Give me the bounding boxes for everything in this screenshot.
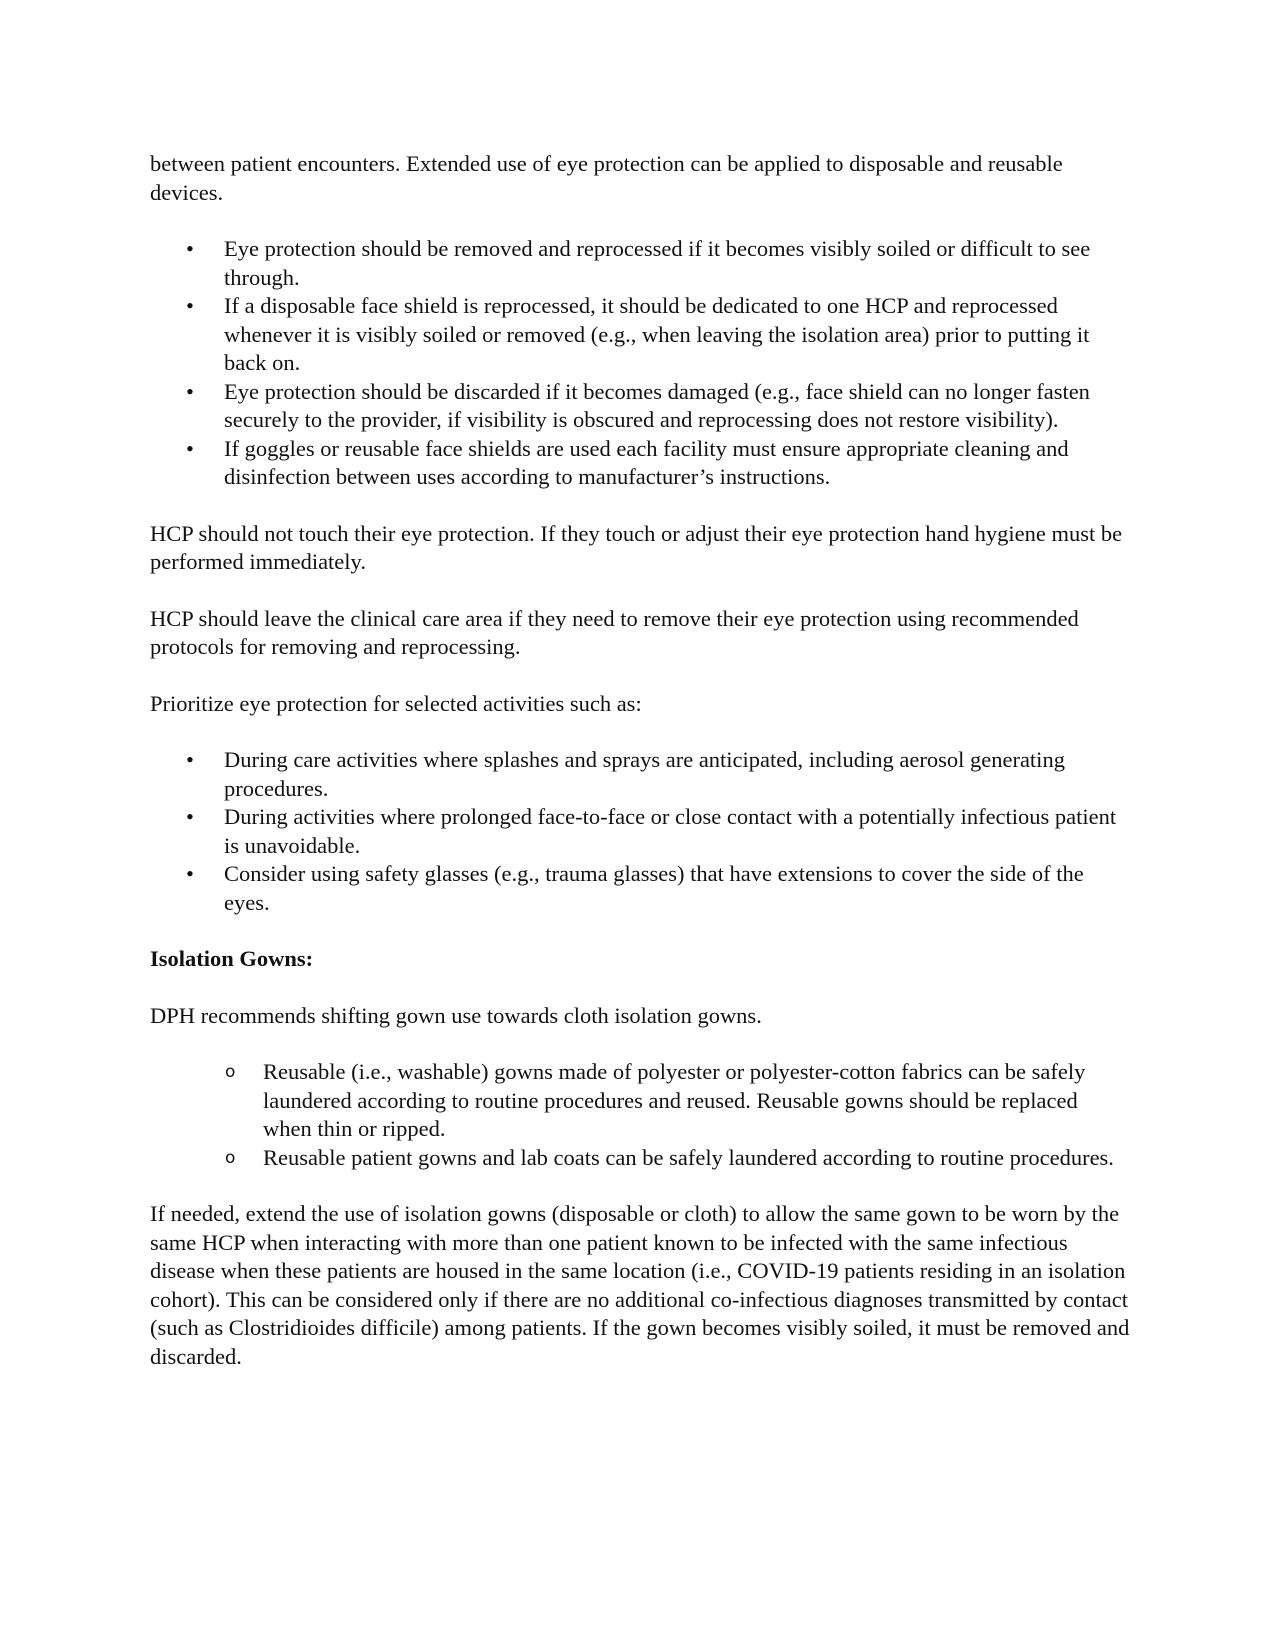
bullet-marker: • (186, 378, 194, 404)
intro-paragraph: between patient encounters. Extended use of eye protection can be applied to disposable and reusable devices. (150, 151, 1063, 205)
list-item-text: If goggles or reusable face shields are used each facility must ensure appropriate cleaning and disinfection between uses according to manufacturer’s instructions. (224, 435, 1069, 489)
list-item-text: Reusable patient gowns and lab coats can be safely laundered according to routine procedures. (263, 1144, 1114, 1170)
gown-list (150, 1058, 1130, 1172)
list-item-text: Eye protection should be removed and reprocessed if it becomes visibly soiled or difficult to see through. (224, 236, 1091, 290)
list-item-text: During activities where prolonged face-to-face or close contact with a potentially infectious patient is unavoidable. (224, 804, 1117, 858)
bullet-marker: • (186, 293, 194, 318)
bullet-marker: • (186, 435, 194, 461)
list-item (150, 803, 1130, 860)
list-item (150, 378, 1130, 435)
list-item-text: If a disposable face shield is reprocessed, it should be dedicated to one HCP and reprocessed whenever it is visibly soiled or removed (e.g., when leaving the isolation area) prior to putting it back on. (224, 293, 1090, 375)
list-item (150, 235, 1130, 292)
leave-area-paragraph: HCP should leave the clinical care area if they need to remove their eye protection using recommended protocols for removing and reprocessing. (150, 605, 1079, 659)
circle-bullet-marker: o (225, 1147, 236, 1168)
circle-bullet-marker: o (225, 1062, 236, 1082)
list-item-text: Reusable (i.e., washable) gowns made of polyester or polyester-cotton fabrics can be safely laundered according to routine procedures and reused. Reusable gowns should be replaced when thin or ripped. (263, 1059, 1086, 1141)
list-item (150, 292, 1130, 378)
touch-paragraph: HCP should not touch their eye protection. If they touch or adjust their eye protection hand hygiene must be performed immediately. (150, 520, 1123, 574)
list-item (150, 746, 1130, 803)
bullet-marker: • (186, 861, 194, 886)
extend-use-paragraph: If needed, extend the use of isolation gowns (disposable or cloth) to allow the same gown to be worn by the same HCP when interacting with more than one patient known to be infected with the same infectious disease when these patients are housed in the same location (i.e., COVID-19 patients residing in an isolation cohort). This can be considered only if there are no additional co-infectious diagnoses transmitted by contact (such as Clostridioides difficile) among patients. If the gown becomes visibly soiled, it must be removed and discarded. (150, 1201, 1130, 1369)
prioritize-paragraph: Prioritize eye protection for selected activities such as: (150, 690, 642, 716)
list-item-text: During care activities where splashes and sprays are anticipated, including aerosol generating procedures. (224, 747, 1065, 801)
list-item-text: Eye protection should be discarded if it becomes damaged (e.g., face shield can no longer fasten securely to the provider, if visibility is obscured and reprocessing does not restore visibility). (224, 378, 1090, 432)
bullet-marker: • (186, 236, 194, 261)
eye-protection-list (150, 235, 1130, 492)
priority-activities-list (150, 746, 1130, 917)
list-item (150, 1058, 1130, 1144)
bullet-marker: • (186, 804, 194, 829)
document-page (150, 150, 1130, 1399)
dph-paragraph: DPH recommends shifting gown use towards cloth isolation gowns. (150, 1002, 762, 1028)
list-item (150, 1144, 1130, 1173)
list-item-text: Consider using safety glasses (e.g., trauma glasses) that have extensions to cover the side of the eyes. (224, 861, 1084, 915)
bullet-marker: • (186, 747, 194, 772)
section-heading-isolation-gowns: Isolation Gowns: (150, 946, 314, 971)
list-item (150, 860, 1130, 917)
list-item (150, 435, 1130, 492)
